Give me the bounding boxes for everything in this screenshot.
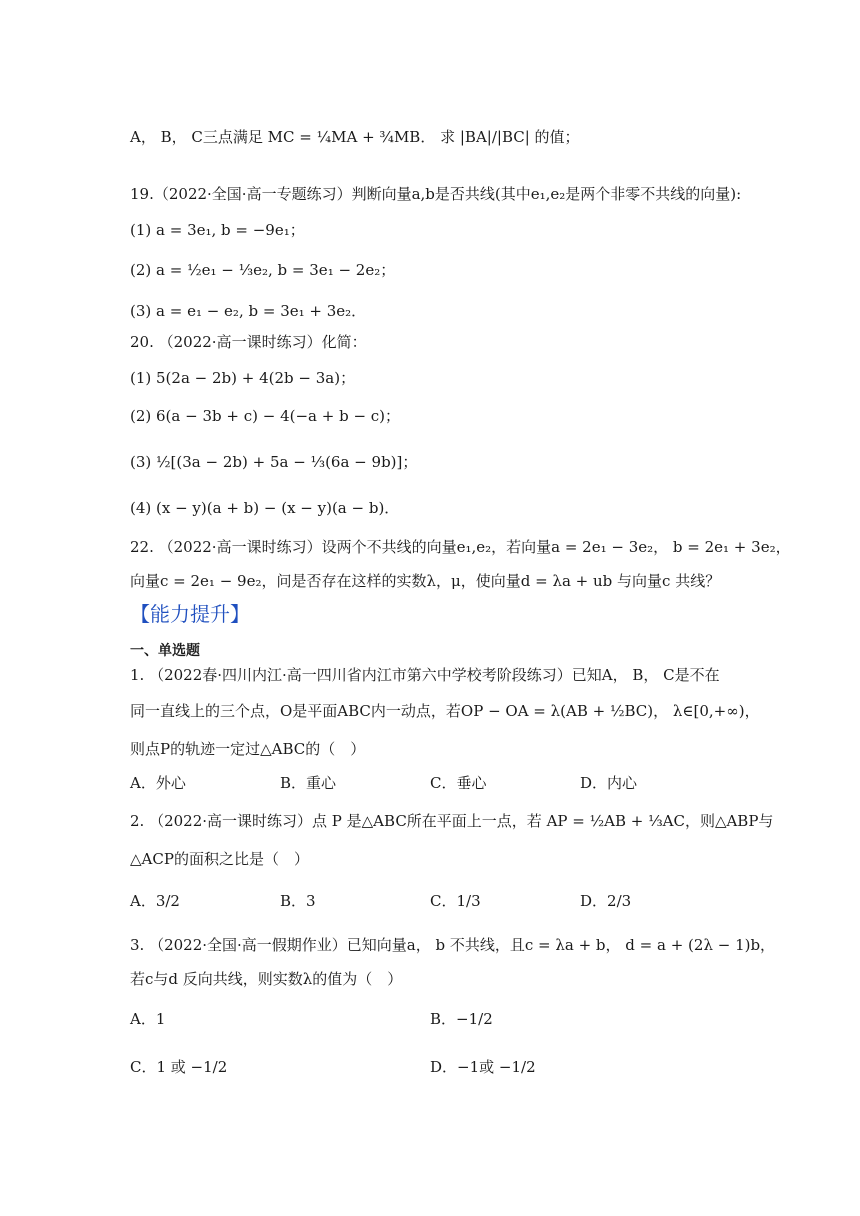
mc3-option-b: B．−1/2 [430,1010,493,1028]
mc2-option-b: B．3 [280,892,316,910]
mc2-option-a: A．3/2 [130,892,180,910]
q19-part-3: (3) a = e₁ − e₂, b = 3e₁ + 3e₂． [130,302,367,320]
mc3-line-2: 若c与d 反向共线，则实数λ的值为（ ） [130,970,403,988]
section-title: 【能力提升】 [130,602,250,626]
q20-part-4: (4) (x − y)(a + b) − (x − y)(a − b)． [130,499,400,517]
q19-part-1: (1) a = 3e₁, b = −9e₁； [130,221,305,239]
section-subhead: 一、单选题 [130,643,200,659]
q22-line-2: 向量c = 2e₁ − 9e₂，问是否存在这样的实数λ，μ，使向量d = λa + ub 与向量c 共线？ [130,572,721,590]
mc3-option-d: D．−1或 −1/2 [430,1058,536,1076]
mc1-line-2: 同一直线上的三个点，O是平面ABC内一动点，若OP − OA = λ(AB + ½BC)， λ∈[0,+∞)， [130,702,760,720]
mc1-line-1: 1. （2022春·四川内江·高一四川省内江市第六中学校考阶段练习）已知A， B， C是不在 [130,666,720,684]
q19-stem: 19.（2022·全国·高一专题练习）判断向量a,b是否共线(其中e₁,e₂是两个非零不共线的向量): [130,185,742,203]
q19-part-2: (2) a = ½e₁ − ⅓e₂, b = 3e₁ − 2e₂； [130,261,396,279]
mc1-option-d: D．内心 [580,774,638,792]
mc1-option-c: C．垂心 [430,774,487,792]
mc2-option-d: D．2/3 [580,892,632,910]
mc3-line-1: 3. （2022·全国·高一假期作业）已知向量a， b 不共线，且c = λa + b， d = a + (2λ − 1)b， [130,936,776,954]
q20-part-3: (3) ½[(3a − 2b) + 5a − ⅓(6a − 9b)]； [130,453,418,471]
mc1-line-3: 则点P的轨迹一定过△ABC的（ ） [130,740,366,758]
q20-stem: 20. （2022·高一课时练习）化简： [130,333,367,351]
mc1-option-b: B．重心 [280,774,337,792]
top-line: A， B， C三点满足 MC = ¼MA + ¾MB． 求 |BA|/|BC| 的值； [130,128,580,146]
mc3-option-a: A．1 [130,1010,166,1028]
mc3-option-c: C．1 或 −1/2 [130,1058,228,1076]
q20-part-1: (1) 5(2a − 2b) + 4(2b − 3a)； [130,369,356,387]
mc1-option-a: A．外心 [130,774,186,792]
q22-line-1: 22. （2022·高一课时练习）设两个不共线的向量e₁,e₂，若向量a = 2e₁ − 3e₂， b = 2e₁ + 3e₂， [130,538,791,556]
mc2-line-2: △ACP的面积之比是（ ） [130,850,309,868]
mc2-option-c: C．1/3 [430,892,481,910]
q20-part-2: (2) 6(a − 3b + c) − 4(−a + b − c)； [130,407,401,425]
mc2-line-1: 2. （2022·高一课时练习）点 P 是△ABC所在平面上一点，若 AP = ½AB + ⅓AC，则△ABP与 [130,812,774,830]
